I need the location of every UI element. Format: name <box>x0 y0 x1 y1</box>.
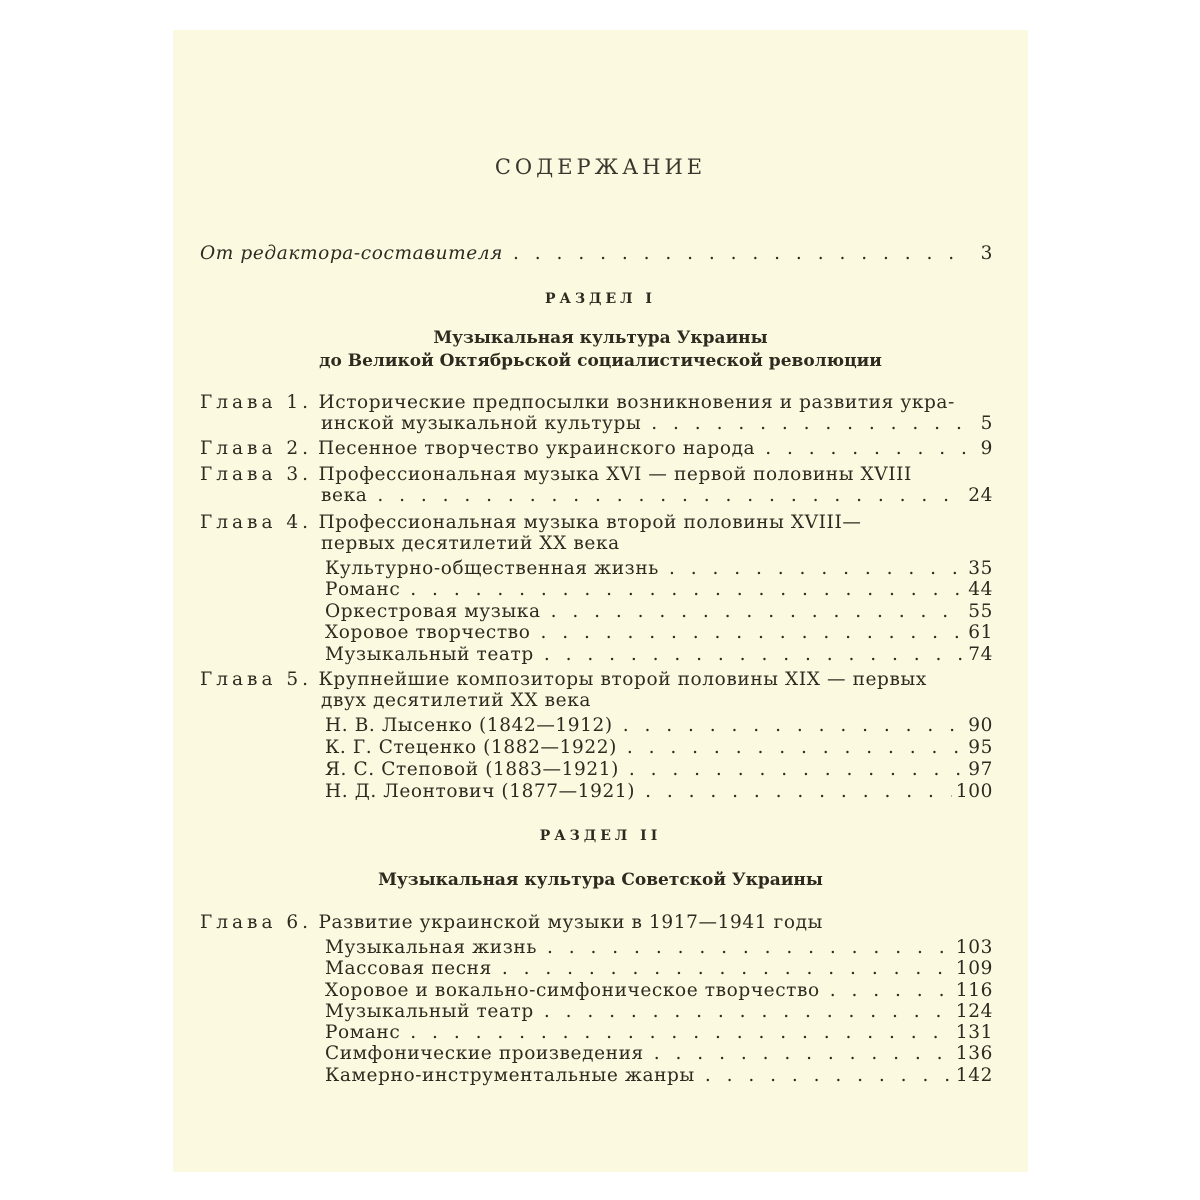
page-number: 100 <box>955 781 993 802</box>
toc-subentry[interactable] <box>325 646 993 665</box>
leader-dots <box>551 603 965 622</box>
chapter-title: Исторические предпосылки возникновения и развития укра- <box>318 392 955 413</box>
leader-dots <box>645 783 952 802</box>
subentry-label: Музыкальная жизнь <box>325 937 538 958</box>
subentry-label: Романс <box>325 1022 401 1043</box>
subentry-label: Массовая песня <box>325 958 492 979</box>
leader-dots <box>830 982 952 1001</box>
toc-subentry[interactable] <box>325 939 993 958</box>
toc-subentry[interactable] <box>325 624 993 643</box>
leader-dots <box>765 440 967 459</box>
toc-entry-label: От редактора-составителя <box>200 243 504 264</box>
section-label: РАЗДЕЛ II <box>539 828 662 844</box>
chapter-prefix: Глава 3. <box>200 464 313 485</box>
subentry-label: Симфонические произведения <box>325 1043 644 1064</box>
chapter-title: инской музыкальной культуры <box>321 413 642 434</box>
subentry-label: Камерно-инструментальные жанры <box>325 1065 695 1086</box>
chapter-title: Развитие украинской музыки в 1917—1941 годы <box>318 912 823 933</box>
leader-dots <box>627 739 964 758</box>
leader-dots <box>651 415 967 434</box>
leader-dots <box>629 761 964 780</box>
page-number: 97 <box>968 759 993 780</box>
page-number: 142 <box>955 1065 993 1086</box>
chapter-prefix: Глава 1. <box>200 392 313 413</box>
page-number: 109 <box>955 958 993 979</box>
toc-subentry[interactable] <box>325 1045 993 1064</box>
chapter-prefix: Глава 2. <box>200 438 313 459</box>
chapter-title-cont: двух десятилетий XX века <box>321 690 591 711</box>
chapter-title-cont: первых десятилетий XX века <box>321 533 620 554</box>
subentry-label: Н. Д. Леонтович (1877—1921) <box>325 781 636 802</box>
toc-subentry[interactable] <box>325 982 993 1001</box>
toc-subentry[interactable] <box>325 1003 993 1022</box>
toc-subentry[interactable] <box>325 560 993 579</box>
chapter-title: Крупнейшие композиторы второй половины XIX — первых <box>318 669 927 690</box>
toc-subentry[interactable] <box>325 717 993 736</box>
toc-subentry[interactable] <box>325 1067 993 1086</box>
page-number: 95 <box>968 737 993 758</box>
leader-dots <box>544 646 964 665</box>
leader-dots <box>410 581 964 600</box>
book-page <box>173 30 1028 1172</box>
toc-subentry[interactable] <box>325 603 993 622</box>
page-number: 5 <box>980 413 993 434</box>
toc-entry-chapter-1[interactable] <box>200 394 955 413</box>
toc-subentry[interactable] <box>325 739 993 758</box>
chapter-prefix: Глава 6. <box>200 912 313 933</box>
leader-dots <box>513 245 967 264</box>
page-number: 136 <box>955 1043 993 1064</box>
leader-dots <box>410 1024 952 1043</box>
section-label: РАЗДЕЛ I <box>545 291 656 307</box>
toc-subentry[interactable] <box>325 581 993 600</box>
leader-dots <box>654 1045 952 1064</box>
section-title-line: Музыкальная культура Советской Украины <box>378 870 823 890</box>
leader-dots <box>377 487 964 506</box>
toc-entry-preface[interactable] <box>200 245 993 264</box>
toc-subentry[interactable] <box>325 783 993 802</box>
chapter-title: века <box>321 485 368 506</box>
leader-dots <box>705 1067 952 1086</box>
page-number: 116 <box>955 980 993 1001</box>
page-number: 24 <box>968 485 993 506</box>
page-number: 124 <box>955 1001 993 1022</box>
toc-entry-chapter-6[interactable] <box>200 914 823 933</box>
toc-entry-chapter-2[interactable] <box>200 440 993 459</box>
subentry-label: Н. В. Лысенко (1842—1912) <box>325 715 613 736</box>
subentry-label: Культурно-общественная жизнь <box>325 558 659 579</box>
leader-dots <box>540 624 964 643</box>
leader-dots <box>623 717 965 736</box>
page-number: 55 <box>968 601 993 622</box>
page-number: 90 <box>968 715 993 736</box>
page-number: 131 <box>955 1022 993 1043</box>
subentry-label: Музыкальный театр <box>325 1001 534 1022</box>
subentry-label: К. Г. Стеценко (1882—1922) <box>325 737 617 758</box>
section-title-line: до Великой Октябрьской социалистической революции <box>319 351 882 371</box>
toc-subentry[interactable] <box>325 1024 993 1043</box>
chapter-title: Профессиональная музыка второй половины XVIII— <box>318 512 862 533</box>
subentry-label: Оркестровая музыка <box>325 601 541 622</box>
page-number: 44 <box>968 579 993 600</box>
chapter-prefix: Глава 4. <box>200 512 313 533</box>
section-title-line: Музыкальная культура Украины <box>433 328 768 348</box>
page-number: 35 <box>968 558 993 579</box>
chapter-title: Песенное творчество украинского народа <box>318 438 756 459</box>
page-number: 3 <box>980 243 993 264</box>
toc-entry-chapter-3-cont[interactable] <box>321 487 993 506</box>
leader-dots <box>544 1003 952 1022</box>
subentry-label: Я. С. Степовой (1883—1921) <box>325 759 619 780</box>
subentry-label: Хоровое творчество <box>325 622 531 643</box>
toc-entry-chapter-4[interactable] <box>200 514 861 533</box>
toc-subentry[interactable] <box>325 960 993 979</box>
leader-dots <box>502 960 952 979</box>
contents-heading: СОДЕРЖАНИЕ <box>494 155 707 179</box>
subentry-label: Романс <box>325 579 401 600</box>
page-number: 74 <box>968 644 993 665</box>
leader-dots <box>669 560 964 579</box>
page-number: 103 <box>955 937 993 958</box>
subentry-label: Хоровое и вокально-симфоническое творчество <box>325 980 820 1001</box>
subentry-label: Музыкальный театр <box>325 644 534 665</box>
toc-subentry[interactable] <box>325 761 993 780</box>
chapter-prefix: Глава 5. <box>200 669 313 690</box>
toc-entry-chapter-5[interactable] <box>200 671 927 690</box>
leader-dots <box>547 939 952 958</box>
toc-entry-chapter-1-cont[interactable] <box>321 415 993 434</box>
page-number: 61 <box>968 622 993 643</box>
page-number: 9 <box>980 438 993 459</box>
chapter-title: Профессиональная музыка XVI — первой половины XVIII <box>318 464 912 485</box>
toc-entry-chapter-3[interactable] <box>200 466 912 485</box>
